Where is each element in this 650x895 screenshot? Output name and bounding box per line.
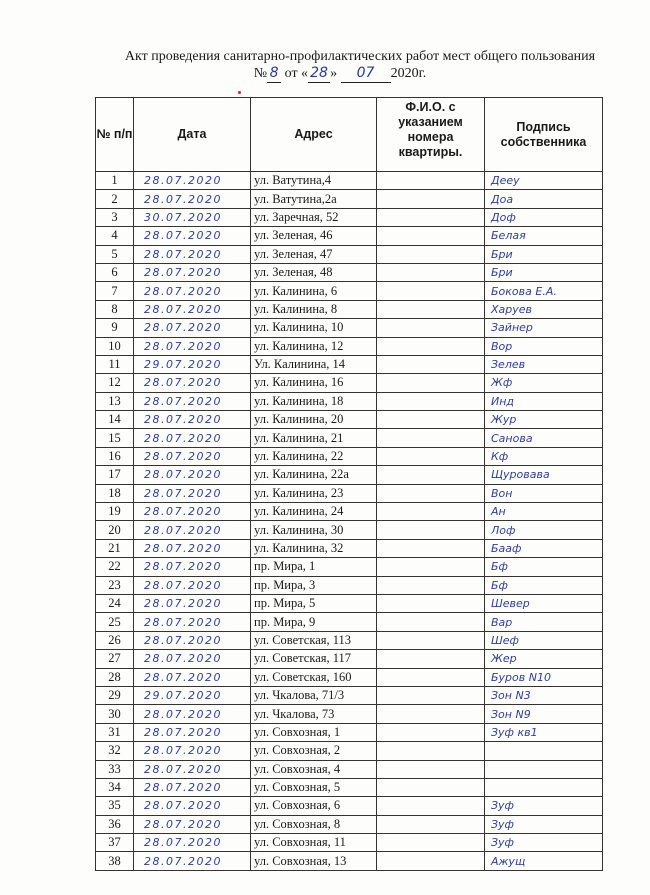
row-fio — [377, 594, 485, 612]
row-address: ул. Калинина, 23 — [251, 484, 377, 502]
row-address: ул. Калинина, 18 — [251, 392, 377, 410]
ink-dot — [238, 91, 241, 94]
row-date: 29.07.2020 — [134, 686, 251, 704]
table-row — [96, 539, 603, 557]
row-address: ул. Калинина, 32 — [251, 539, 377, 557]
table-row — [96, 337, 603, 355]
row-signature: Доа — [485, 190, 603, 208]
row-fio — [377, 705, 485, 723]
date-prefix: от « — [284, 66, 309, 81]
row-number: 38 — [96, 852, 134, 870]
row-date: 28.07.2020 — [134, 594, 251, 612]
row-signature: Зон N9 — [485, 705, 603, 723]
row-address: ул. Совхозная, 13 — [251, 852, 377, 870]
row-number: 21 — [96, 539, 134, 557]
row-number: 24 — [96, 594, 134, 612]
row-address: ул. Калинина, 16 — [251, 374, 377, 392]
row-address: ул. Совхозная, 1 — [251, 723, 377, 741]
row-fio — [377, 300, 485, 318]
row-signature: Вор — [485, 337, 603, 355]
row-fio — [377, 852, 485, 870]
row-fio — [377, 190, 485, 208]
table-row — [96, 558, 603, 576]
row-signature: Зуф — [485, 834, 603, 852]
row-fio — [377, 742, 485, 760]
row-fio — [377, 466, 485, 484]
row-number: 29 — [96, 686, 134, 704]
number-prefix: № — [253, 66, 268, 81]
row-date: 28.07.2020 — [134, 392, 251, 410]
row-number: 16 — [96, 447, 134, 465]
row-signature: Бф — [485, 576, 603, 594]
row-number: 15 — [96, 429, 134, 447]
row-address: пр. Мира, 1 — [251, 558, 377, 576]
row-address: ул. Чкалова, 71/3 — [251, 686, 377, 704]
row-number: 12 — [96, 374, 134, 392]
row-date: 28.07.2020 — [134, 539, 251, 557]
row-address: ул. Калинина, 12 — [251, 337, 377, 355]
row-signature: Буров N10 — [485, 668, 603, 686]
row-number: 18 — [96, 484, 134, 502]
row-fio — [377, 613, 485, 631]
row-number: 14 — [96, 411, 134, 429]
table-header-row — [96, 98, 603, 172]
row-address: ул. Совхозная, 8 — [251, 815, 377, 833]
row-address: ул. Совхозная, 11 — [251, 834, 377, 852]
table-row — [96, 208, 603, 226]
table-row — [96, 631, 603, 649]
row-signature: Белая — [485, 227, 603, 245]
row-address: пр. Мира, 5 — [251, 594, 377, 612]
row-fio — [377, 337, 485, 355]
row-signature: Зуф — [485, 797, 603, 815]
row-date: 28.07.2020 — [134, 374, 251, 392]
row-address: ул. Советская, 113 — [251, 631, 377, 649]
row-date: 28.07.2020 — [134, 337, 251, 355]
row-number: 5 — [96, 245, 134, 263]
table-row — [96, 484, 603, 502]
row-date: 28.07.2020 — [134, 282, 251, 300]
row-date: 28.07.2020 — [134, 558, 251, 576]
row-signature: Зуф кв1 — [485, 723, 603, 741]
row-number: 1 — [96, 172, 134, 190]
row-date: 28.07.2020 — [134, 227, 251, 245]
row-number: 13 — [96, 392, 134, 410]
row-signature: Кф — [485, 447, 603, 465]
row-number: 10 — [96, 337, 134, 355]
row-number: 7 — [96, 282, 134, 300]
row-fio — [377, 778, 485, 796]
table-row — [96, 613, 603, 631]
row-address: ул. Совхозная, 6 — [251, 797, 377, 815]
row-number: 8 — [96, 300, 134, 318]
document-number-date-line — [0, 65, 650, 83]
row-fio — [377, 539, 485, 557]
act-day: 28 — [308, 65, 330, 83]
row-address: ул. Совхозная, 5 — [251, 778, 377, 796]
row-signature: Инд — [485, 392, 603, 410]
table-row — [96, 319, 603, 337]
row-address: ул. Ватутина,4 — [251, 172, 377, 190]
row-address: ул. Заречная, 52 — [251, 208, 377, 226]
table-row — [96, 190, 603, 208]
row-date: 28.07.2020 — [134, 521, 251, 539]
row-date: 28.07.2020 — [134, 447, 251, 465]
row-fio — [377, 411, 485, 429]
row-signature: Щуровава — [485, 466, 603, 484]
col-header-address: Адрес — [251, 98, 377, 172]
table-row — [96, 411, 603, 429]
table-row — [96, 815, 603, 833]
row-fio — [377, 374, 485, 392]
row-fio — [377, 319, 485, 337]
col-header-number: № п/п — [96, 98, 134, 172]
row-signature: Санова — [485, 429, 603, 447]
row-signature — [485, 760, 603, 778]
row-signature: Жер — [485, 650, 603, 668]
row-signature: Бф — [485, 558, 603, 576]
row-number: 26 — [96, 631, 134, 649]
row-date: 28.07.2020 — [134, 668, 251, 686]
row-signature: Зон N3 — [485, 686, 603, 704]
table-row — [96, 503, 603, 521]
row-date: 28.07.2020 — [134, 852, 251, 870]
row-number: 6 — [96, 263, 134, 281]
row-date: 28.07.2020 — [134, 245, 251, 263]
row-fio — [377, 686, 485, 704]
row-address: пр. Мира, 9 — [251, 613, 377, 631]
row-address: ул. Совхозная, 4 — [251, 760, 377, 778]
row-number: 22 — [96, 558, 134, 576]
row-date: 28.07.2020 — [134, 300, 251, 318]
row-date: 28.07.2020 — [134, 429, 251, 447]
table-body — [96, 172, 603, 871]
row-number: 27 — [96, 650, 134, 668]
row-date: 28.07.2020 — [134, 815, 251, 833]
row-date: 28.07.2020 — [134, 705, 251, 723]
row-fio — [377, 558, 485, 576]
row-fio — [377, 650, 485, 668]
row-fio — [377, 447, 485, 465]
act-month: 07 — [341, 65, 391, 83]
row-signature: Жф — [485, 374, 603, 392]
row-number: 30 — [96, 705, 134, 723]
row-number: 35 — [96, 797, 134, 815]
row-date: 28.07.2020 — [134, 797, 251, 815]
row-date: 28.07.2020 — [134, 503, 251, 521]
row-date: 28.07.2020 — [134, 760, 251, 778]
row-fio — [377, 484, 485, 502]
row-address: ул. Калинина, 22 — [251, 447, 377, 465]
row-date: 28.07.2020 — [134, 742, 251, 760]
table-row — [96, 686, 603, 704]
row-signature: Дееу — [485, 172, 603, 190]
table-row — [96, 834, 603, 852]
col-header-signature: Подпись собственника — [485, 98, 603, 172]
row-number: 36 — [96, 815, 134, 833]
row-address: ул. Калинина, 20 — [251, 411, 377, 429]
row-date: 28.07.2020 — [134, 834, 251, 852]
table-row — [96, 723, 603, 741]
table-row — [96, 650, 603, 668]
row-number: 23 — [96, 576, 134, 594]
row-fio — [377, 723, 485, 741]
row-fio — [377, 631, 485, 649]
row-signature — [485, 778, 603, 796]
row-address: ул. Калинина, 6 — [251, 282, 377, 300]
row-fio — [377, 576, 485, 594]
row-address: ул. Ватутина,2а — [251, 190, 377, 208]
row-signature: Жур — [485, 411, 603, 429]
row-fio — [377, 263, 485, 281]
table-row — [96, 760, 603, 778]
row-address: ул. Зеленая, 47 — [251, 245, 377, 263]
table-row — [96, 374, 603, 392]
document-title: Акт проведения санитарно-профилактических работ мест общего пользования — [124, 49, 596, 64]
row-number: 3 — [96, 208, 134, 226]
row-address: ул. Калинина, 21 — [251, 429, 377, 447]
row-fio — [377, 355, 485, 373]
row-date: 28.07.2020 — [134, 172, 251, 190]
table-row — [96, 282, 603, 300]
table-row — [96, 576, 603, 594]
row-fio — [377, 760, 485, 778]
row-date: 28.07.2020 — [134, 650, 251, 668]
table-row — [96, 668, 603, 686]
row-number: 25 — [96, 613, 134, 631]
row-date: 28.07.2020 — [134, 484, 251, 502]
table-row — [96, 392, 603, 410]
row-fio — [377, 245, 485, 263]
document-header — [0, 48, 650, 83]
row-address: ул. Калинина, 8 — [251, 300, 377, 318]
table-row — [96, 778, 603, 796]
row-address: ул. Зеленая, 48 — [251, 263, 377, 281]
row-signature: Зайнер — [485, 319, 603, 337]
row-fio — [377, 429, 485, 447]
row-address: ул. Совхозная, 2 — [251, 742, 377, 760]
row-address: ул. Советская, 160 — [251, 668, 377, 686]
row-date: 28.07.2020 — [134, 263, 251, 281]
row-address: ул. Калинина, 30 — [251, 521, 377, 539]
row-signature: Ажущ — [485, 852, 603, 870]
row-date: 28.07.2020 — [134, 411, 251, 429]
row-number: 2 — [96, 190, 134, 208]
row-number: 4 — [96, 227, 134, 245]
row-signature: Вар — [485, 613, 603, 631]
table-row — [96, 227, 603, 245]
col-header-date: Дата — [134, 98, 251, 172]
table-row — [96, 852, 603, 870]
table-row — [96, 300, 603, 318]
row-number: 19 — [96, 503, 134, 521]
row-fio — [377, 227, 485, 245]
row-fio — [377, 503, 485, 521]
row-fio — [377, 172, 485, 190]
row-date: 28.07.2020 — [134, 319, 251, 337]
row-fio — [377, 282, 485, 300]
row-signature — [485, 742, 603, 760]
row-address: пр. Мира, 3 — [251, 576, 377, 594]
row-fio — [377, 521, 485, 539]
table-row — [96, 466, 603, 484]
row-signature: Лоф — [485, 521, 603, 539]
act-number: 8 — [267, 65, 281, 83]
row-signature: Доф — [485, 208, 603, 226]
row-date: 28.07.2020 — [134, 576, 251, 594]
table-row — [96, 245, 603, 263]
row-signature: Вон — [485, 484, 603, 502]
row-date: 28.07.2020 — [134, 723, 251, 741]
table-row — [96, 172, 603, 190]
row-number: 32 — [96, 742, 134, 760]
row-number: 33 — [96, 760, 134, 778]
row-address: ул. Зеленая, 46 — [251, 227, 377, 245]
row-fio — [377, 815, 485, 833]
row-fio — [377, 834, 485, 852]
table-row — [96, 705, 603, 723]
table-row — [96, 263, 603, 281]
row-signature: Бокова Е.А. — [485, 282, 603, 300]
row-date: 28.07.2020 — [134, 631, 251, 649]
row-number: 17 — [96, 466, 134, 484]
row-address: ул. Советская, 117 — [251, 650, 377, 668]
row-number: 20 — [96, 521, 134, 539]
row-date: 28.07.2020 — [134, 466, 251, 484]
row-signature: Зуф — [485, 815, 603, 833]
row-number: 34 — [96, 778, 134, 796]
row-signature: Шеф — [485, 631, 603, 649]
table-row — [96, 521, 603, 539]
table-row — [96, 797, 603, 815]
row-number: 28 — [96, 668, 134, 686]
table-row — [96, 429, 603, 447]
row-date: 30.07.2020 — [134, 208, 251, 226]
row-signature: Зелев — [485, 355, 603, 373]
day-suffix: » — [330, 66, 338, 81]
table-row — [96, 594, 603, 612]
row-number: 9 — [96, 319, 134, 337]
row-date: 28.07.2020 — [134, 778, 251, 796]
table-row — [96, 447, 603, 465]
row-signature: Ан — [485, 503, 603, 521]
row-signature: Харуев — [485, 300, 603, 318]
year-suffix: 2020г. — [390, 66, 427, 81]
row-address: ул. Калинина, 24 — [251, 503, 377, 521]
row-date: 28.07.2020 — [134, 613, 251, 631]
col-header-fio: Ф.И.О. с указанием номера квартиры. — [377, 98, 485, 172]
row-fio — [377, 392, 485, 410]
row-number: 37 — [96, 834, 134, 852]
row-signature: Бри — [485, 245, 603, 263]
row-date: 29.07.2020 — [134, 355, 251, 373]
row-number: 31 — [96, 723, 134, 741]
row-address: ул. Чкалова, 73 — [251, 705, 377, 723]
row-fio — [377, 797, 485, 815]
act-table — [95, 97, 603, 871]
row-signature: Бааф — [485, 539, 603, 557]
row-address: ул. Калинина, 10 — [251, 319, 377, 337]
row-number: 11 — [96, 355, 134, 373]
row-signature: Шевер — [485, 594, 603, 612]
table-row — [96, 355, 603, 373]
row-address: Ул. Калинина, 14 — [251, 355, 377, 373]
row-signature: Бри — [485, 263, 603, 281]
row-address: ул. Калинина, 22а — [251, 466, 377, 484]
table-row — [96, 742, 603, 760]
row-fio — [377, 668, 485, 686]
row-date: 28.07.2020 — [134, 190, 251, 208]
row-fio — [377, 208, 485, 226]
